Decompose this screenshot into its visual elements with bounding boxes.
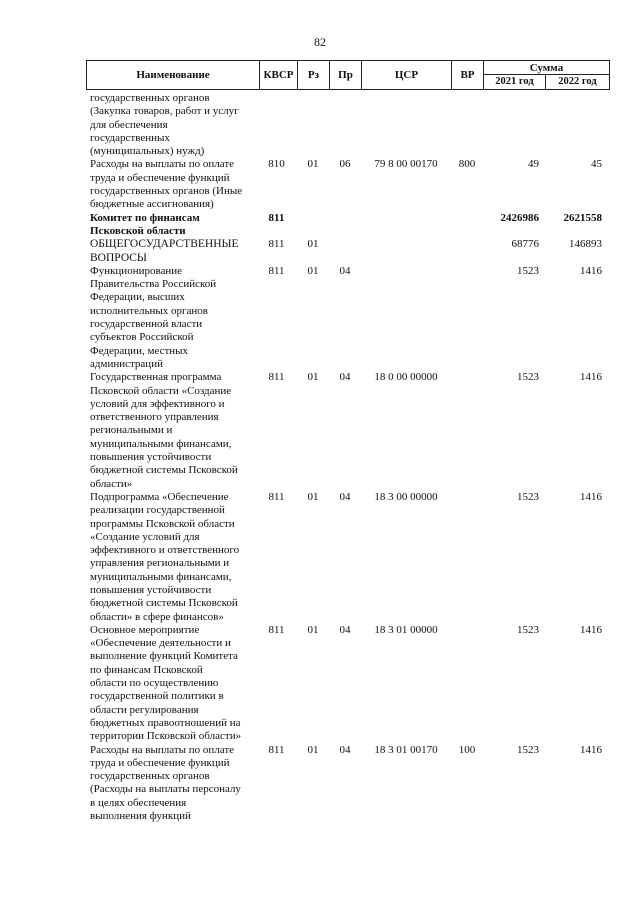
row-name: Функционирование Правительства Российской Федерации, высших исполнительных органов государственной власти субъектов Российской Федерации, местных администраций	[90, 264, 217, 370]
row-rz: 01	[307, 158, 319, 171]
header-rz: Рз	[298, 61, 330, 89]
row-sum-2021: 1523	[517, 743, 539, 756]
row-kvsr: 811	[268, 211, 285, 224]
row-kvsr: 811	[268, 490, 285, 503]
page-number: 82	[314, 35, 326, 49]
row-kvsr: 811	[268, 371, 285, 384]
row-csr: 18 3 01 00170	[374, 743, 438, 756]
row-name: государственных органов (Закупка товаров, работ и услуг для обеспечения государственных (муниципальных) нужд)	[90, 92, 239, 158]
row-rz: 01	[307, 490, 319, 503]
row-name: Расходы на выплаты по оплате труда и обеспечение функций государственных органов (Расходы на выплаты персоналу в целях обеспечения выполнения функций	[90, 743, 241, 823]
header-year-2021: 2021 год	[484, 75, 546, 89]
row-sum-2021: 2426986	[500, 211, 539, 224]
header-pr: Пр	[330, 61, 362, 89]
table-row	[86, 158, 610, 211]
row-pr: 04	[339, 623, 351, 636]
row-csr: 18 3 01 00000	[374, 623, 438, 636]
row-sum-2021: 1523	[517, 623, 539, 636]
row-vr: 100	[458, 743, 476, 756]
row-pr: 04	[339, 264, 351, 277]
table-row	[86, 371, 610, 491]
row-kvsr: 811	[268, 743, 285, 756]
row-kvsr: 811	[268, 623, 285, 636]
row-csr: 79 8 00 00170	[374, 158, 438, 171]
header-kvsr: КВСР	[260, 61, 298, 89]
row-kvsr: 810	[268, 158, 285, 171]
row-sum-2021: 68776	[511, 238, 539, 251]
table-row	[86, 491, 610, 624]
header-vr: ВР	[452, 61, 484, 89]
row-name: ОБЩЕГОСУДАРСТВЕННЫЕ ВОПРОСЫ	[90, 238, 239, 264]
header-name: Наименование	[87, 61, 260, 89]
row-sum-2022: 1416	[580, 490, 602, 503]
row-name: Государственная программа Псковской области «Создание условий для эффективного и ответственного управления региональными и муниципальными финансами, повышения устойчивости бюджетной системы Псковской области»	[90, 371, 238, 490]
row-sum-2021: 1523	[517, 490, 539, 503]
row-name: Расходы на выплаты по оплате труда и обеспечение функций государственных органов (Иные бюджетные ассигнования)	[90, 158, 243, 211]
row-rz: 01	[307, 371, 319, 384]
row-sum-2022: 1416	[580, 623, 602, 636]
header-sum-group	[484, 61, 609, 89]
row-kvsr: 811	[268, 264, 285, 277]
table-row	[86, 265, 610, 371]
row-name: Комитет по финансам Псковской области	[90, 211, 200, 237]
header-sum: Сумма	[484, 61, 609, 75]
row-sum-2022: 2621558	[563, 211, 602, 224]
row-sum-2022: 1416	[580, 743, 602, 756]
table-row	[86, 238, 610, 265]
row-rz: 01	[307, 743, 319, 756]
row-rz: 01	[307, 264, 319, 277]
row-sum-2021: 1523	[517, 264, 539, 277]
header-year-2022: 2022 год	[558, 76, 597, 87]
row-sum-2022: 146893	[569, 238, 602, 251]
row-sum-2021: 49	[528, 158, 539, 171]
row-name: Основное мероприятие «Обеспечение деятельности и выполнение функций Комитета по финансам Псковской области по осуществлению государственной политики в области регулирования бюджетных правоотношений на территории Псковской области»	[90, 623, 242, 743]
row-csr: 18 3 00 00000	[374, 490, 438, 503]
header-csr: ЦСР	[362, 61, 452, 89]
row-pr: 04	[339, 743, 351, 756]
table-row	[86, 624, 610, 744]
row-vr: 800	[458, 158, 476, 171]
row-rz: 01	[307, 238, 319, 251]
row-sum-2022: 1416	[580, 371, 602, 384]
row-pr: 06	[339, 158, 351, 171]
table-row	[86, 212, 610, 239]
row-csr: 18 0 00 00000	[374, 371, 438, 384]
table-body	[86, 92, 610, 823]
table-row	[86, 92, 610, 158]
table-row	[86, 744, 610, 824]
row-rz: 01	[307, 623, 319, 636]
row-pr: 04	[339, 371, 351, 384]
row-name: Подпрограмма «Обеспечение реализации государственной программы Псковской области «Создание условий для эффективного и ответственного управления региональными и муниципальными финансами, повышения устойчивости бюджетной системы Псковской области» в сфере финансов»	[90, 490, 240, 623]
row-pr: 04	[339, 490, 351, 503]
row-sum-2021: 1523	[517, 371, 539, 384]
row-sum-2022: 1416	[580, 264, 602, 277]
row-kvsr: 811	[268, 238, 285, 251]
row-sum-2022: 45	[591, 158, 602, 171]
table-header	[86, 60, 610, 90]
